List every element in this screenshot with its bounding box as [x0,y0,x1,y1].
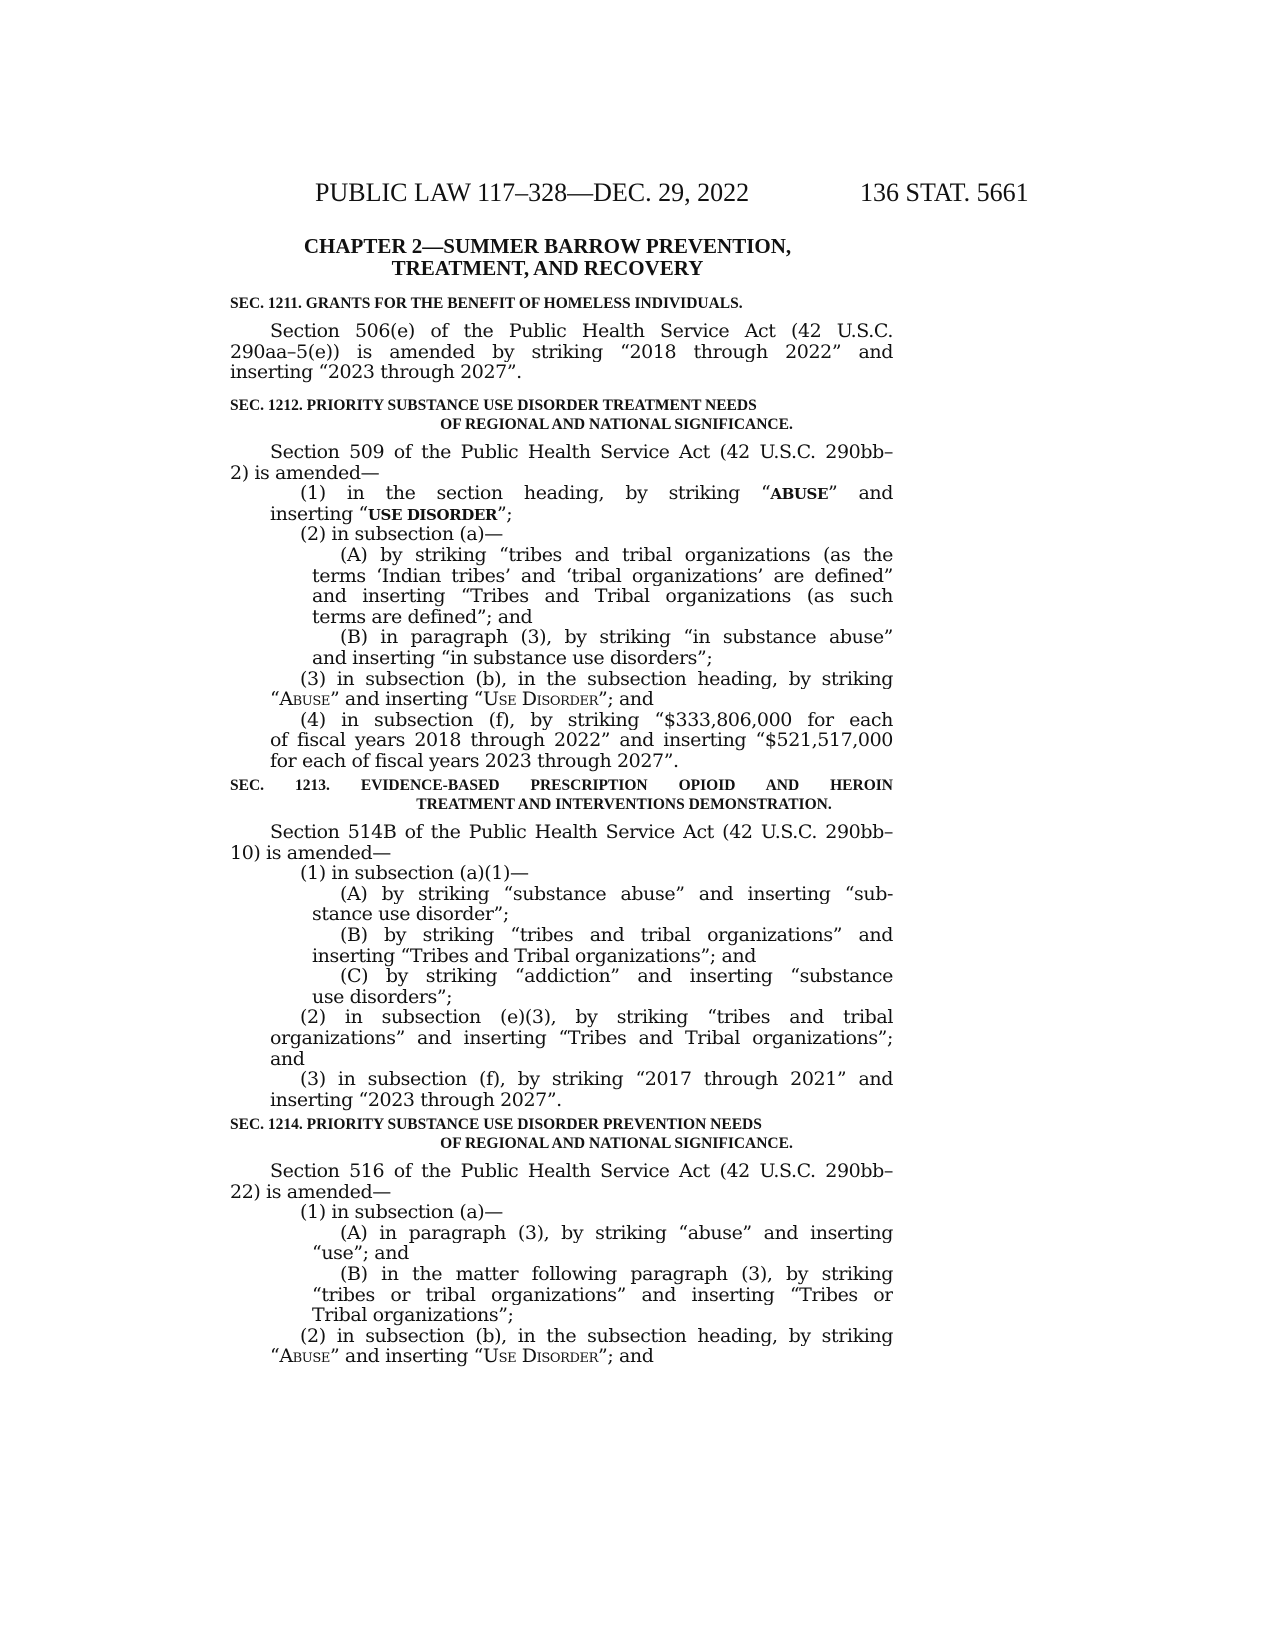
text-line: (4) in subsection (f), by striking “$333,806,000 for each [300,709,893,731]
text-line: Section 509 of the Public Health Service Act (42 U.S.C. 290bb– [270,442,893,463]
text-line: and [270,1047,305,1070]
text-run: (1) in the section heading, by striking “ [300,483,771,504]
text-line: (A) by striking “tribes and tribal organizations (as the [340,544,893,566]
text-line [230,689,893,710]
text-line: “tribes or tribal organizations” and inserting “Tribes or [312,1284,893,1306]
text-line: and inserting “Tribes and Tribal organizations (as such [312,586,893,607]
text-line: Tribal organizations”; [312,1304,514,1327]
text-line: 22) is amended— [230,1180,391,1203]
text-line: terms are defined”; and [312,605,533,628]
heading-line-2: TREATMENT AND INTERVENTIONS DEMONSTRATION. [416,796,832,813]
text-line: organizations” and inserting “Tribes and Tribal organizations”; [270,1027,893,1049]
section-1212-body [230,442,893,772]
text-line [230,504,893,525]
text-run: inserting “ [270,502,368,525]
text-run: “ [270,1345,280,1368]
text-line: of fiscal years 2018 through 2022” and inserting “$521,517,000 [270,730,893,751]
text-line [230,1346,893,1367]
section-1211-body [230,321,893,383]
text-line: inserting “2023 through 2027”. [230,361,522,384]
text-line: Section 516 of the Public Health Service Act (42 U.S.C. 290bb– [270,1161,893,1182]
text-line: for each of fiscal years 2023 through 2027”. [270,749,679,772]
section-1211-heading: SEC. 1211. GRANTS FOR THE BENEFIT OF HOMELESS INDIVIDUALS. [230,295,743,312]
text-line: (B) by striking “tribes and tribal organizations” and [340,924,893,946]
text-line: use disorders”; [312,985,453,1008]
text-line: 290aa–5(e)) is amended by striking “2018 through 2022” and [230,341,893,363]
heading-line-2: OF REGIONAL AND NATIONAL SIGNIFICANCE. [440,416,793,433]
text-run: ”; [496,502,513,525]
small-caps-run: ABUSE [770,485,829,504]
text-line: (A) by striking “substance abuse” and inserting “sub- [340,883,893,905]
small-caps-run: Use Disorder [482,688,599,711]
section-1212-heading [230,396,893,434]
running-header-citation: PUBLIC LAW 117–328—DEC. 29, 2022 [315,178,750,207]
text-line: (2) in subsection (e)(3), by striking “tribes and tribal [300,1007,893,1028]
text-run: ”; and [598,1345,654,1368]
text-run: ” and inserting “ [329,1345,483,1368]
text-line: (1) in subsection (a)(1)— [300,862,529,885]
text-line: stance use disorder”; [312,903,509,926]
section-1214-heading [230,1115,893,1153]
text-line: (1) in subsection (a)— [300,1201,503,1224]
heading-line-2: OF REGIONAL AND NATIONAL SIGNIFICANCE. [440,1135,793,1152]
small-caps-run: Abuse [279,688,330,711]
text-line [230,483,893,504]
heading-line-1: SEC. 1213. EVIDENCE-BASED PRESCRIPTION OPIOID AND HEROIN [230,777,893,794]
text-line: inserting “2023 through 2027”. [270,1088,562,1111]
text-line: terms ‘Indian tribes’ and ‘tribal organizations’ are defined” [312,565,893,587]
text-line: “use”; and [312,1242,409,1265]
chapter-heading-line-2: TREATMENT, AND RECOVERY [391,256,704,280]
text-run: ”; and [598,688,654,711]
text-line: Section 506(e) of the Public Health Service Act (42 U.S.C. [270,321,893,342]
small-caps-run: Abuse [279,1345,330,1368]
text-line: (3) in subsection (f), by striking “2017 through 2021” and [300,1069,893,1090]
text-run: ” and [828,483,893,504]
text-line: (2) in subsection (b), in the subsection heading, by striking [300,1325,893,1347]
section-1213-heading [230,776,893,814]
text-run: “ [270,688,280,711]
text-line: (C) by striking “addiction” and inserting “substance [340,966,893,987]
text-line: and inserting “in substance use disorders”; [312,646,713,669]
text-line: (A) in paragraph (3), by striking “abuse” and inserting [340,1222,893,1244]
small-caps-run: Use Disorder [482,1345,599,1368]
text-run: ” and inserting “ [329,688,483,711]
heading-line-1: SEC. 1214. PRIORITY SUBSTANCE USE DISORDER PREVENTION NEEDS [230,1116,762,1133]
text-line: (2) in subsection (a)— [300,523,503,546]
text-line: Section 514B of the Public Health Service Act (42 U.S.C. 290bb– [270,822,893,843]
small-caps-run: USE DISORDER [367,505,497,524]
running-header-page-number: 136 STAT. 5661 [860,178,1029,207]
text-line: (B) in the matter following paragraph (3), by striking [340,1263,893,1285]
chapter-heading-line-1: CHAPTER 2—SUMMER BARROW PREVENTION, [303,234,792,258]
text-line: (B) in paragraph (3), by striking “in substance abuse” [340,627,893,648]
chapter-heading [225,235,870,279]
text-line: 2) is amended— [230,461,380,484]
text-line: 10) is amended— [230,841,391,864]
text-line: inserting “Tribes and Tribal organizations”; and [312,944,756,967]
heading-line-1: SEC. 1212. PRIORITY SUBSTANCE USE DISORDER TREATMENT NEEDS [230,397,757,414]
text-line: (3) in subsection (b), in the subsection heading, by striking [300,668,893,690]
section-1214-body [230,1161,893,1367]
section-1213-body [230,822,893,1110]
